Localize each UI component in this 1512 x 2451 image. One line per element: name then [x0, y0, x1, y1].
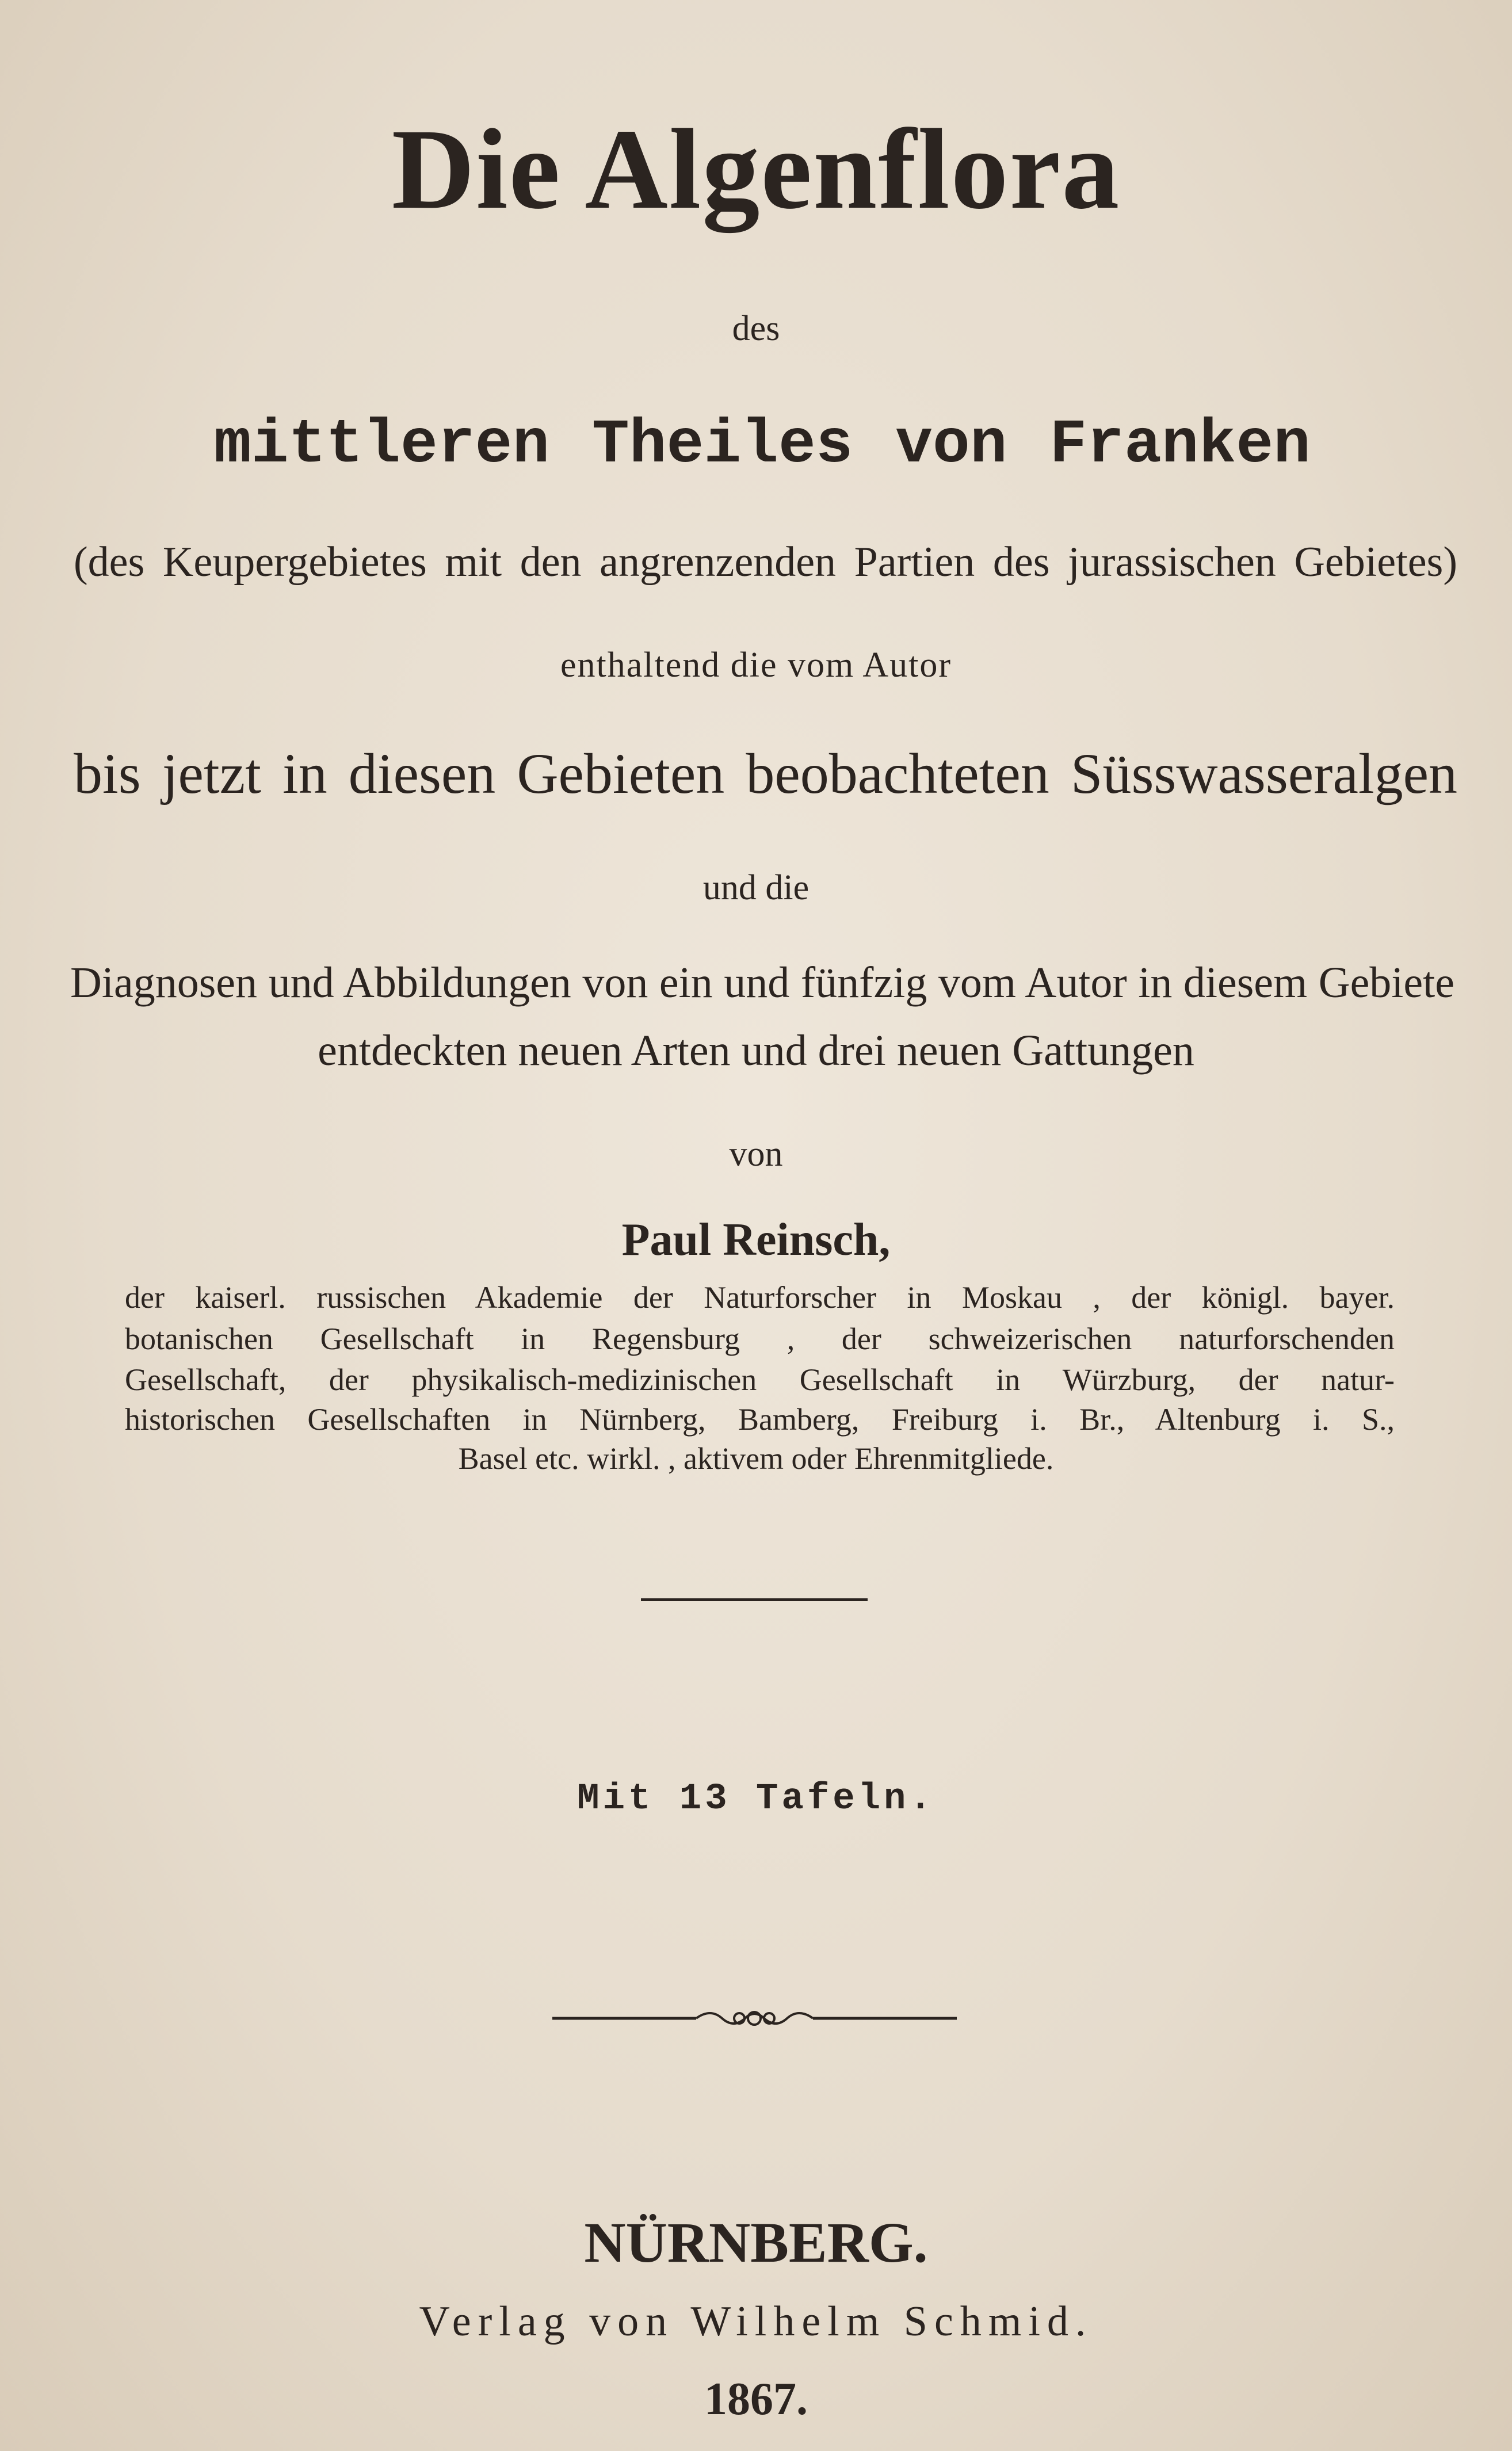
author-name: Paul Reinsch,	[621, 1215, 891, 1265]
affiliation-line: Basel etc. wirkl. , aktivem oder Ehrenmitgliede.	[458, 1441, 1054, 1476]
affiliation-line: Gesellschaft, der physikalisch-medizinischen Gesellschaft in Würzburg, der natur-	[125, 1362, 1395, 1397]
text-des: des	[732, 309, 780, 348]
text-enthaltend: enthaltend die vom Autor	[560, 646, 952, 685]
subtitle: mittleren Theiles von Franken	[214, 410, 1311, 480]
publication-year: 1867.	[704, 2374, 808, 2425]
plates-note: Mit 13 Tafeln.	[577, 1778, 935, 1820]
affiliation-line: der kaiserl. russischen Akademie der Naturforscher in Moskau , der königl. bayer.	[125, 1280, 1395, 1315]
text-entdeckten: entdeckten neuen Arten und drei neuen Gattungen	[318, 1026, 1194, 1075]
book-title: Die Algenflora	[391, 106, 1121, 233]
affiliation-line: botanischen Gesellschaft in Regensburg , der schweizerischen naturforschenden	[125, 1322, 1395, 1356]
divider-rule	[641, 1598, 868, 1601]
parenthetical-line: (des Keupergebietes mit den angrenzenden Partien des jurassischen Gebietes)	[74, 539, 1457, 586]
ornament-divider	[552, 2002, 957, 2034]
text-bis-jetzt: bis jetzt in diesen Gebieten beobachteten Süsswasseralgen	[74, 742, 1457, 805]
publication-place: NÜRNBERG.	[584, 2211, 928, 2274]
publisher: Verlag von Wilhelm Schmid.	[419, 2298, 1093, 2345]
text-und-die: und die	[702, 868, 810, 907]
text-von: von	[729, 1135, 783, 1174]
text-diagnosen: Diagnosen und Abbildungen von ein und fünfzig vom Autor in diesem Gebiete	[70, 959, 1454, 1007]
affiliation-line: historischen Gesellschaften in Nürnberg, Bamberg, Freiburg i. Br., Altenburg i. S.,	[125, 1402, 1395, 1437]
